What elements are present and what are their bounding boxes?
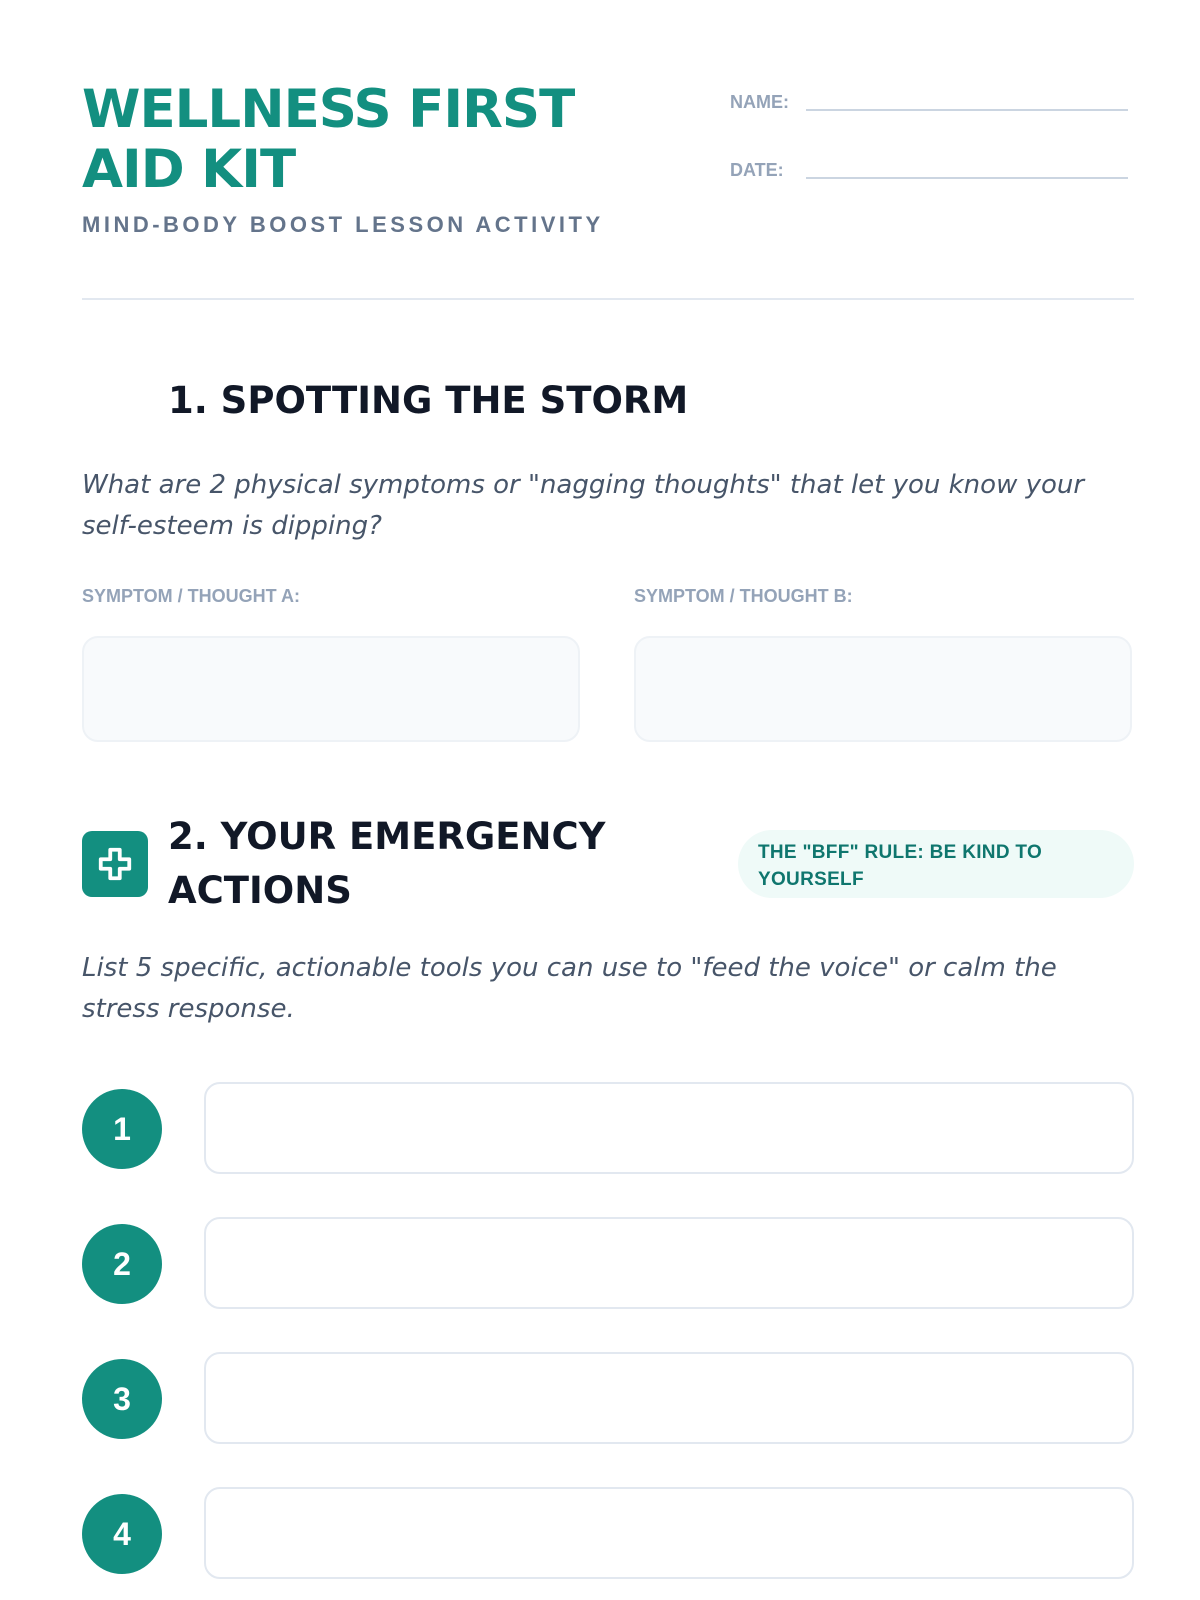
section-2-title: 2. YOUR EMERGENCY ACTIONS — [168, 815, 606, 912]
date-field[interactable] — [730, 160, 1128, 181]
name-label: NAME: — [730, 92, 789, 112]
action-input[interactable] — [204, 1352, 1134, 1444]
header-divider — [82, 298, 1134, 300]
name-line[interactable] — [806, 109, 1128, 111]
medical-cross-icon — [82, 831, 148, 897]
date-label: DATE: — [730, 160, 784, 180]
name-field[interactable] — [730, 92, 1128, 113]
action-number-badge: 3 — [82, 1359, 162, 1439]
action-number-badge: 1 — [82, 1089, 162, 1169]
action-input[interactable] — [204, 1082, 1134, 1174]
symptom-a-label: SYMPTOM / THOUGHT A: — [82, 586, 300, 606]
bff-rule-badge: THE "BFF" RULE: BE KIND TO YOURSELF — [738, 830, 1134, 898]
action-input[interactable] — [204, 1487, 1134, 1579]
symptom-b-label: SYMPTOM / THOUGHT B: — [634, 586, 853, 606]
action-row — [82, 1487, 1134, 1581]
date-line[interactable] — [806, 177, 1128, 179]
worksheet-header — [82, 80, 1134, 300]
symptom-a-field[interactable] — [82, 636, 580, 742]
page-subtitle: MIND-BODY BOOST LESSON ACTIVITY — [82, 212, 604, 237]
page-title: WELLNESS FIRST AID KIT — [82, 79, 575, 200]
action-row — [82, 1082, 1134, 1176]
action-number-badge: 4 — [82, 1494, 162, 1574]
action-input[interactable] — [204, 1217, 1134, 1309]
section-1-prompt: What are 2 physical symptoms or "nagging thoughts" that let you know your self-esteem is dipping? — [82, 470, 1085, 541]
section-1-title: 1. SPOTTING THE STORM — [168, 379, 689, 422]
action-row — [82, 1352, 1134, 1446]
action-number-badge: 2 — [82, 1224, 162, 1304]
section-2-prompt: List 5 specific, actionable tools you can use to "feed the voice" or calm the stress response. — [82, 953, 1057, 1024]
action-row — [82, 1217, 1134, 1311]
symptom-b-field[interactable] — [634, 636, 1132, 742]
